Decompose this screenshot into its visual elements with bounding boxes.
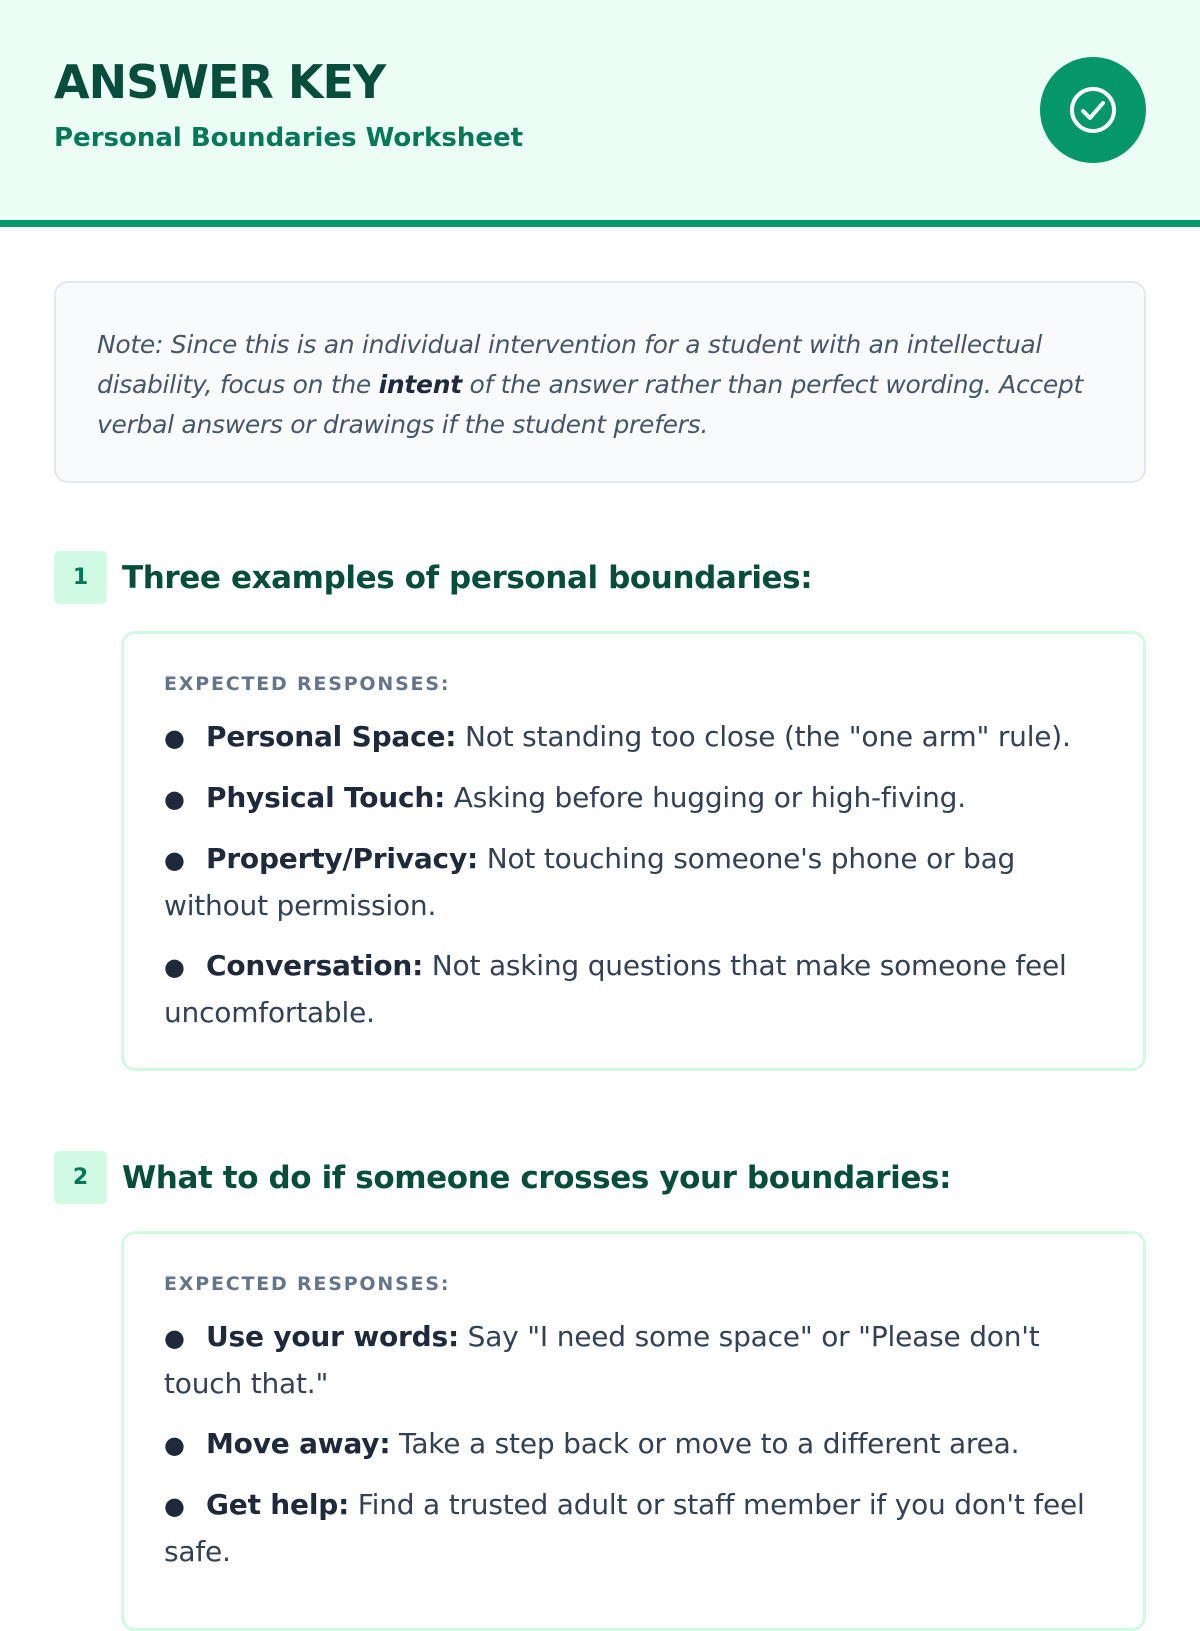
list-item	[164, 1482, 1103, 1575]
section-number: 2	[54, 1151, 107, 1204]
check-circle-icon	[1068, 85, 1118, 135]
answer-text: Asking before hugging or high-fiving.	[445, 781, 966, 814]
page-header	[0, 0, 1200, 227]
answer-text: Not standing too close (the "one arm" rule).	[456, 720, 1071, 753]
teacher-note	[54, 281, 1146, 483]
note-text-before: Note: Since this is an individual intervention for a student with an intellectual disability, focus on the	[97, 330, 1043, 399]
answer-term: Physical Touch:	[206, 781, 446, 814]
answer-term: Property/Privacy:	[206, 842, 478, 875]
section-1-heading	[54, 551, 812, 604]
page-title: ANSWER KEY	[54, 55, 386, 109]
check-badge	[1040, 57, 1146, 163]
answer-text: Say "I need some space" or "Please don't touch that."	[164, 1320, 1040, 1400]
list-item	[164, 836, 1103, 929]
expected-responses-label: EXPECTED RESPONSES:	[164, 673, 451, 695]
answer-term: Use your words:	[206, 1320, 459, 1353]
bullet-icon: ●	[164, 1492, 185, 1520]
bullet-icon: ●	[164, 1324, 185, 1352]
answer-term: Personal Space:	[206, 720, 457, 753]
section-2-heading	[54, 1151, 951, 1204]
answer-text: Take a step back or move to a different area.	[390, 1427, 1020, 1460]
bullet-icon: ●	[164, 724, 185, 752]
list-item	[164, 1421, 1103, 1468]
answer-text: Not asking questions that make someone feel uncomfortable.	[164, 949, 1067, 1029]
answer-text: Not touching someone's phone or bag without permission.	[164, 842, 1016, 922]
list-item	[164, 943, 1103, 1036]
page-subtitle: Personal Boundaries Worksheet	[54, 123, 524, 153]
section-title: What to do if someone crosses your boundaries:	[122, 1159, 952, 1196]
bullet-icon: ●	[164, 953, 185, 981]
bullet-icon: ●	[164, 1431, 185, 1459]
list-item	[164, 775, 1103, 822]
bullet-icon: ●	[164, 785, 185, 813]
list-item	[164, 714, 1103, 761]
answer-text: Find a trusted adult or staff member if you don't feel safe.	[164, 1488, 1085, 1568]
list-item	[164, 1314, 1103, 1407]
answer-term: Move away:	[206, 1427, 391, 1460]
answer-card-2	[121, 1231, 1146, 1631]
note-text-after: of the answer rather than perfect wording. Accept verbal answers or drawings if the student prefers.	[97, 370, 1083, 439]
expected-responses-label: EXPECTED RESPONSES:	[164, 1273, 451, 1295]
section-title: Three examples of personal boundaries:	[122, 559, 813, 596]
note-emphasis: intent	[378, 370, 462, 399]
answer-card-1	[121, 631, 1146, 1071]
bullet-icon: ●	[164, 846, 185, 874]
section-number: 1	[54, 551, 107, 604]
answer-term: Get help:	[206, 1488, 350, 1521]
answer-term: Conversation:	[206, 949, 424, 982]
